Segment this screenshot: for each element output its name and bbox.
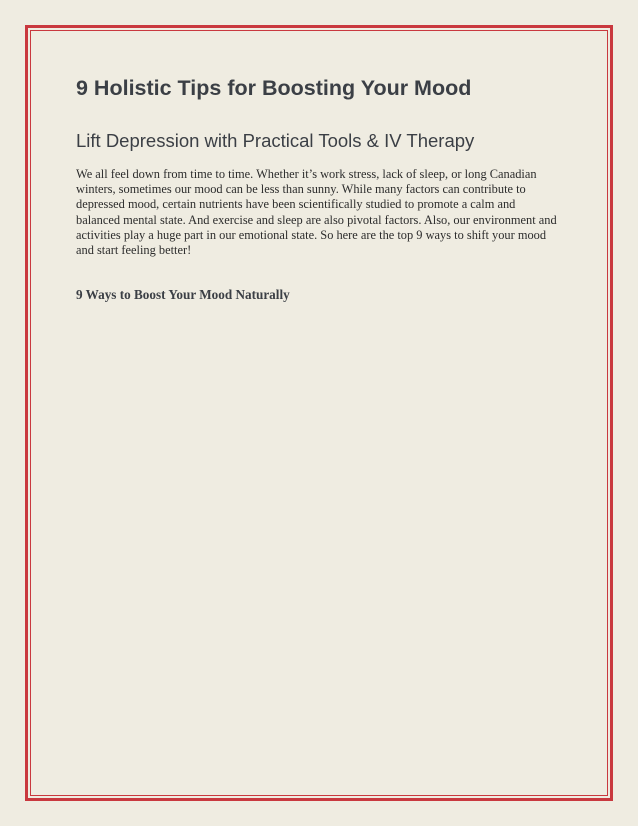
section-heading: 9 Ways to Boost Your Mood Naturally <box>76 287 290 303</box>
intro-line: depressed mood, certain nutrients have been scientifically studied to promote a calm and <box>76 197 516 212</box>
intro-line: and start feeling better! <box>76 243 192 258</box>
document-title: 9 Holistic Tips for Boosting Your Mood <box>76 76 472 100</box>
intro-line: winters, sometimes our mood can be less than sunny. While many factors can contribute to <box>76 182 526 197</box>
intro-paragraph <box>76 167 568 258</box>
intro-line: We all feel down from time to time. Whether it’s work stress, lack of sleep, or long Canadian <box>76 167 537 181</box>
intro-line: balanced mental state. And exercise and sleep are also pivotal factors. Also, our environment and <box>76 212 557 227</box>
document-subtitle: Lift Depression with Practical Tools & IV Therapy <box>76 130 475 151</box>
intro-line: activities play a huge part in our emotional state. So here are the top 9 ways to shift your mood <box>76 227 547 242</box>
document-content <box>76 72 568 304</box>
